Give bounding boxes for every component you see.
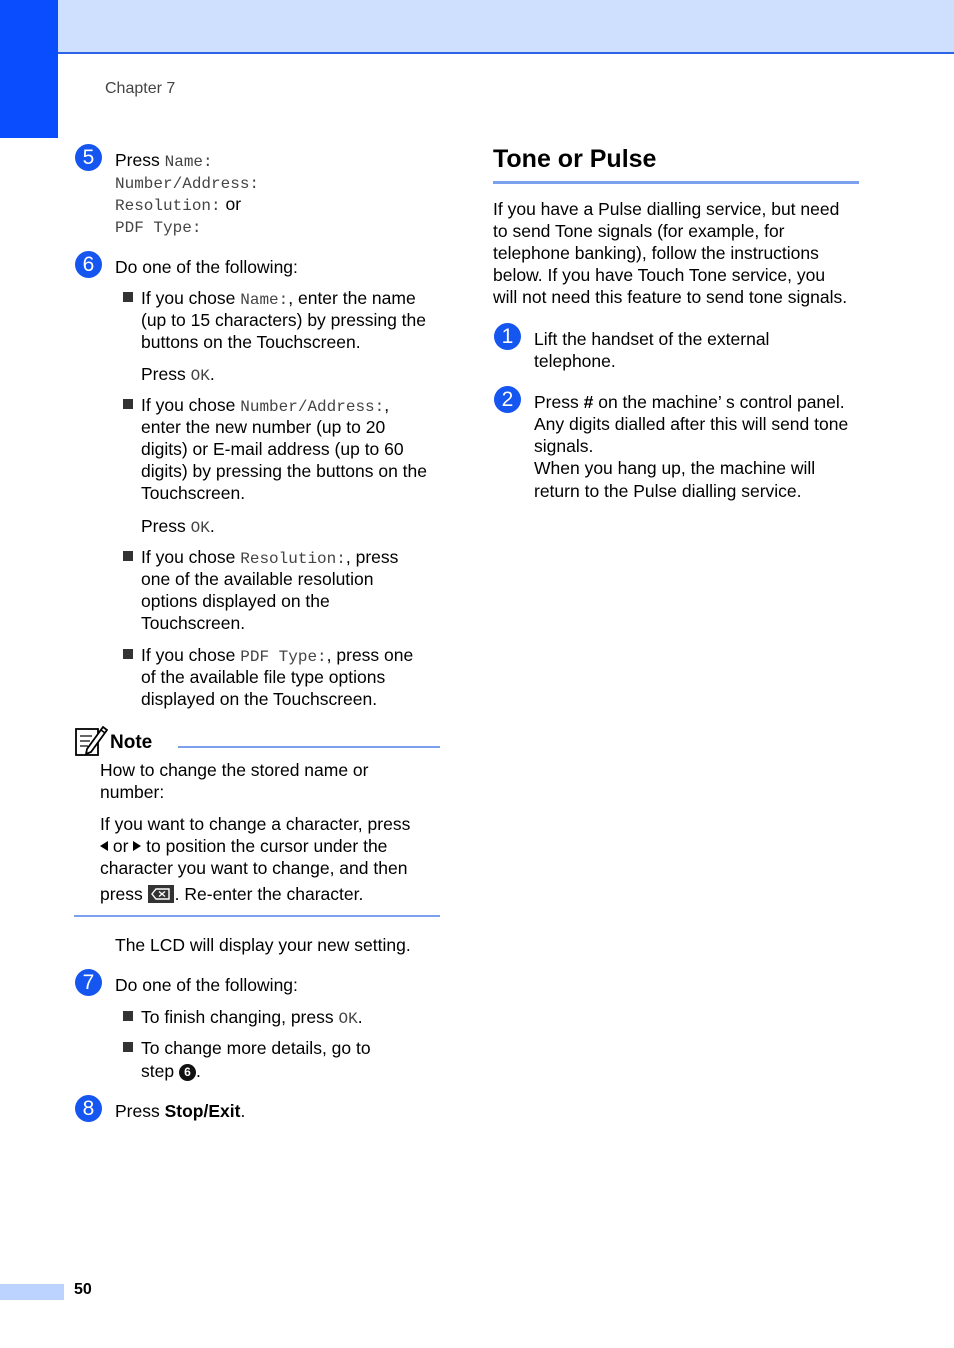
right-step-1-badge: 1 [494,323,521,350]
step-6-bullet-3-line-1: If you chose Resolution:, press [141,547,399,568]
lcd-display-line: The LCD will display your new setting. [115,935,411,955]
step-7-bullet-2-line-2: step 6 . [141,1061,201,1081]
right-step-2-line-2: Any digits dialled after this will send tone [534,414,849,434]
step-7-bullet-1: To finish changing, press OK. [141,1007,363,1028]
note-p2-line-3: character you want to change, and then [100,858,408,878]
step-5-line-1: Press Name: [115,150,213,171]
backspace-key-icon [148,885,174,903]
step-6-bullet-3-line-4: Touchscreen. [141,613,246,633]
step-6-badge: 6 [75,251,102,278]
step-6-bullet-3-line-3: options displayed on the [141,591,330,611]
step-6-bullet-3-line-2: one of the available resolution [141,569,374,589]
step-6-intro: Do one of the following: [115,257,298,277]
right-step-2-line-1: Press # on the machine’ s control panel. [534,392,845,412]
hash-key-label: # [583,392,594,412]
step-5-line-3: Resolution: or [115,194,242,215]
stop-exit-label: Stop/Exit [164,1101,241,1121]
step-7-bullet-2-line-1: To change more details, go to [141,1038,371,1058]
code-pdf-type: PDF Type: [115,219,202,237]
section-title: Tone or Pulse [493,145,657,173]
note-p2-line-1: If you want to change a character, press [100,814,411,834]
step-7-badge: 7 [75,969,102,996]
page-number: 50 [74,1281,92,1298]
step-6-bullet-1-line-1: If you chose Name:, enter the name [141,288,416,309]
step-6-press-ok-1: Press OK. [141,364,215,385]
intro-line-3: telephone banking), follow the instructions [493,243,819,263]
note-label: Note [110,732,153,753]
intro-line-4: below. If you have Touch Tone service, you [493,265,826,285]
step-5-line-4 [115,215,201,239]
note-bottom-rule [74,915,440,917]
step-6-reference-badge: 6 [179,1064,196,1081]
step-6-bullet-1-line-3: buttons on the Touchscreen. [141,332,361,352]
step-5-badge: 5 [75,144,102,171]
bullet-square-icon [123,399,133,409]
step-6-bullet-4-line-3: displayed on the Touchscreen. [141,689,378,709]
right-step-2-line-4: When you hang up, the machine will [534,458,816,478]
note-p1-line-2: number: [100,782,165,802]
bullet-square-icon [123,551,133,561]
chapter-label: Chapter 7 [105,80,176,97]
intro-line-5: will not need this feature to send tone signals. [493,287,848,307]
step-6-bullet-2-line-2: enter the new number (up to 20 [141,417,386,437]
step-7-intro: Do one of the following: [115,975,298,995]
arrow-left-icon [100,841,108,851]
step-6-bullet-4-line-1: If you chose PDF Type:, press one [141,645,414,666]
intro-line-2: to send Tone signals (for example, for [493,221,785,241]
note-p2-line-2: or to position the cursor under the [100,835,387,857]
step-6-bullet-2-line-3: digits) or E-mail address (up to 60 [141,439,404,459]
right-step-2-badge: 2 [494,386,521,413]
right-step-1-line-2: telephone. [534,351,616,371]
bullet-square-icon [123,649,133,659]
step-6-bullet-2-line-5: Touchscreen. [141,483,246,503]
step-6-press-ok-2: Press OK. [141,516,215,537]
bullet-square-icon [123,1042,133,1052]
bullet-square-icon [123,292,133,302]
code-name: Name: [164,153,213,171]
note-top-rule [178,746,440,748]
step-6-bullet-2-line-1: If you chose Number/Address:, [141,395,390,416]
right-step-2-line-3: signals. [534,436,594,456]
code-number-address: Number/Address: [115,175,260,193]
intro-line-1: If you have a Pulse dialling service, but need [493,199,840,219]
bullet-square-icon [123,1011,133,1021]
footer-band [0,1284,64,1300]
header-band [58,0,954,54]
step-5-line-2 [115,171,259,195]
note-pencil-icon [74,723,108,757]
step-6-bullet-4-line-2: of the available file type options [141,667,386,687]
right-step-1-line-1: Lift the handset of the external [534,329,770,349]
note-p1-line-1: How to change the stored name or [100,760,369,780]
step-6-bullet-2-line-4: digits) by pressing the buttons on the [141,461,428,481]
step-8-badge: 8 [75,1095,102,1122]
right-step-2-line-5: return to the Pulse dialling service. [534,481,802,501]
code-resolution: Resolution: [115,197,221,215]
step-8-text: Press Stop/Exit. [115,1101,246,1121]
note-p2-line-4: press . Re-enter the character. [100,884,364,904]
chapter-side-tab [0,0,58,138]
step-6-bullet-1-line-2: (up to 15 characters) by pressing the [141,310,427,330]
section-title-rule [493,181,859,184]
